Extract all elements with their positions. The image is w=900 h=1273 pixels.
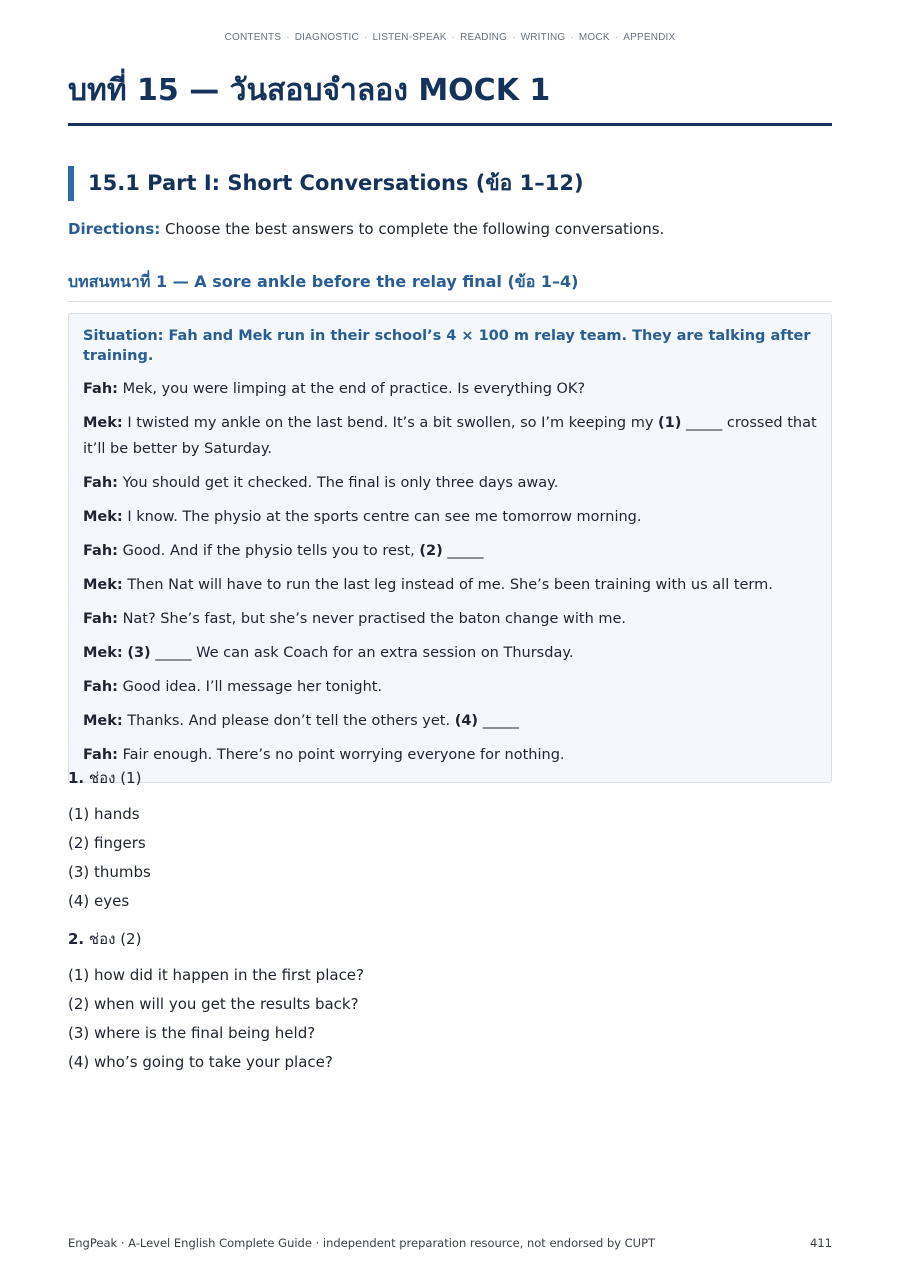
dialogue-text: _____ crossed that it’ll be better by Saturday. bbox=[83, 415, 817, 457]
nav-item-writing[interactable]: WRITING bbox=[520, 32, 566, 43]
dialogue-text: You should get it checked. The final is only three days away. bbox=[117, 475, 559, 491]
directions-label: Directions: bbox=[68, 220, 161, 238]
page-number: 411 bbox=[810, 1236, 832, 1250]
blank-number: (4) bbox=[454, 713, 479, 729]
dialogue-line bbox=[83, 470, 817, 496]
nav-item-diagnostic[interactable]: DIAGNOSTIC bbox=[294, 32, 359, 43]
dialogue-line bbox=[83, 708, 817, 734]
chapter-title: บทที่ 15 — วันสอบจำลอง MOCK 1 bbox=[68, 74, 832, 126]
answer-option[interactable]: (2) when will you get the results back? bbox=[68, 995, 359, 1013]
answer-option[interactable]: (4) eyes bbox=[68, 892, 130, 910]
speaker-name: Mek: bbox=[83, 713, 123, 729]
conversation-heading: บทสนทนาที่ 1 — A sore ankle before the relay final (ข้อ 1–4) bbox=[68, 271, 832, 302]
answer-option[interactable]: (4) who’s going to take your place? bbox=[68, 1053, 333, 1071]
dialogue-text: Good. And if the physio tells you to rest, bbox=[117, 543, 420, 559]
speaker-name: Fah: bbox=[83, 747, 118, 763]
blank-number: (1) bbox=[658, 415, 682, 431]
question-prompt bbox=[68, 929, 832, 949]
speaker-name: Mek: bbox=[83, 509, 123, 525]
nav-separator: · bbox=[451, 32, 456, 43]
speaker-name: Mek: bbox=[83, 645, 123, 661]
answer-option[interactable]: (1) how did it happen in the first place? bbox=[68, 966, 365, 984]
nav-separator: · bbox=[286, 32, 290, 43]
dialogue-line bbox=[83, 410, 817, 462]
speaker-name: Fah: bbox=[83, 381, 118, 397]
dialogue-line bbox=[83, 640, 817, 666]
blank-number: (3) bbox=[127, 645, 151, 661]
section-title: 15.1 Part I: Short Conversations (ข้อ 1–12) bbox=[68, 166, 828, 201]
speaker-name: Fah: bbox=[83, 543, 118, 559]
dialogue-line bbox=[83, 376, 817, 402]
dialogue-text: I twisted my ankle on the last bend. It’s a bit swollen, so I’m keeping my bbox=[122, 415, 659, 431]
dialogue-text: Thanks. And please don’t tell the others yet. bbox=[122, 713, 455, 729]
dialogue-text: Fair enough. There’s no point worrying everyone for nothing. bbox=[117, 747, 565, 763]
dialogue-line bbox=[83, 572, 817, 598]
nav-separator: · bbox=[570, 32, 574, 43]
dialogue-line bbox=[83, 538, 817, 564]
page-footer bbox=[68, 1235, 832, 1251]
dialogue-text: I know. The physio at the sports centre can see me tomorrow morning. bbox=[122, 509, 642, 525]
question-1 bbox=[68, 768, 832, 916]
speaker-name: Fah: bbox=[83, 611, 118, 627]
answer-option[interactable]: (3) where is the final being held? bbox=[68, 1024, 316, 1042]
answer-option[interactable]: (3) thumbs bbox=[68, 863, 151, 881]
speaker-name: Mek: bbox=[83, 577, 123, 593]
blank-number: (2) bbox=[419, 543, 443, 559]
nav-item-contents[interactable]: CONTENTS bbox=[224, 32, 282, 43]
answer-option[interactable]: (1) hands bbox=[68, 805, 140, 823]
speaker-name: Fah: bbox=[83, 679, 118, 695]
question-prompt bbox=[68, 768, 832, 788]
dialogue-text: Then Nat will have to run the last leg instead of me. She’s been training with us all term. bbox=[122, 577, 773, 593]
nav-separator: · bbox=[614, 32, 619, 43]
dialogue-line bbox=[83, 606, 817, 632]
question-text: ช่อง (2) bbox=[84, 930, 142, 948]
dialogue-line bbox=[83, 504, 817, 530]
situation-text: Situation: Fah and Mek run in their school’s 4 × 100 m relay team. They are talking after training. bbox=[83, 328, 811, 364]
nav-item-reading[interactable]: READING bbox=[460, 32, 508, 43]
dialogue-text: Mek, you were limping at the end of practice. Is everything OK? bbox=[117, 381, 586, 397]
question-number: 1. bbox=[68, 769, 85, 787]
speaker-name: Mek: bbox=[83, 415, 123, 431]
dialogue-line bbox=[83, 742, 817, 768]
answer-option[interactable]: (2) fingers bbox=[68, 834, 146, 852]
nav-item-appendix[interactable]: APPENDIX bbox=[623, 32, 676, 43]
speaker-name: Fah: bbox=[83, 475, 118, 491]
nav-separator: · bbox=[512, 32, 516, 43]
question-text: ช่อง (1) bbox=[84, 769, 142, 787]
dialogue-text: _____ We can ask Coach for an extra session on Thursday. bbox=[150, 645, 574, 661]
footer-text: EngPeak · A-Level English Complete Guide · independent preparation resource, not endorsed by CUPT bbox=[68, 1236, 656, 1250]
dialogue-line bbox=[83, 674, 817, 700]
question-2 bbox=[68, 929, 832, 1077]
nav-item-mock[interactable]: MOCK bbox=[578, 32, 610, 43]
directions bbox=[68, 219, 832, 239]
dialogue-text: Good idea. I’ll message her tonight. bbox=[117, 679, 383, 695]
nav-separator: · bbox=[363, 32, 368, 43]
dialogue-text: _____ bbox=[478, 713, 519, 729]
question-number: 2. bbox=[68, 930, 85, 948]
nav-item-listen-speak[interactable]: LISTEN-SPEAK bbox=[372, 32, 447, 43]
dialogue-text: Nat? She’s fast, but she’s never practised the baton change with me. bbox=[117, 611, 627, 627]
dialogue-text: _____ bbox=[442, 543, 484, 559]
conversation-box bbox=[68, 313, 832, 783]
top-navigation bbox=[0, 32, 900, 43]
directions-text: Choose the best answers to complete the following conversations. bbox=[160, 220, 665, 238]
